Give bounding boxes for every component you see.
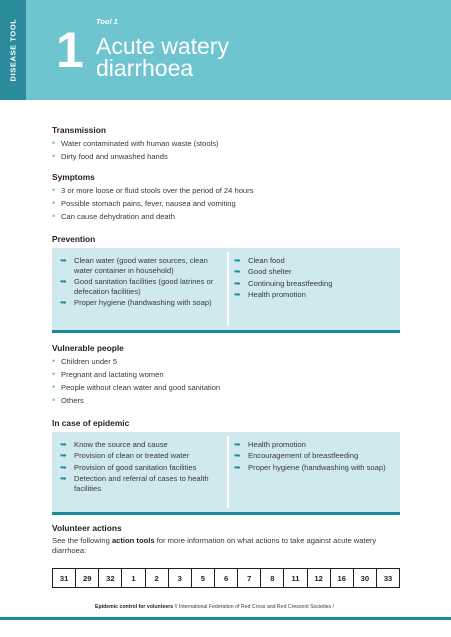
list-item: • Children under 5 — [52, 355, 220, 368]
action-tool-link[interactable]: 7 — [237, 569, 260, 587]
action-tool-numbers — [52, 568, 400, 588]
footer-title: Epidemic control for volunteers — [95, 604, 174, 610]
arrow-right-icon: ➥ — [60, 462, 67, 472]
action-tool-link[interactable]: 30 — [353, 569, 376, 587]
list-item: • 3 or more loose or fluid stools over the period of 24 hours — [52, 184, 253, 197]
action-tool-link[interactable]: 31 — [59, 573, 69, 583]
list-item: • Possible stomach pains, fever, nausea and vomiting — [52, 197, 253, 210]
epidemic-right-list — [234, 440, 394, 474]
epidemic-title: In case of epidemic — [52, 418, 130, 428]
tool-number: 1 — [56, 22, 84, 78]
arrow-right-icon: ➥ — [234, 462, 241, 472]
arrow-right-icon: ➥ — [60, 256, 67, 265]
action-tool-link[interactable]: 6 — [214, 569, 237, 587]
arrow-right-icon: ➥ — [234, 440, 241, 449]
action-tool-link[interactable]: 8 — [260, 569, 283, 587]
list-item: • Can cause dehydration and death — [52, 210, 253, 223]
side-tab — [0, 0, 26, 100]
list-item: ➥ Proper hygiene (handwashing with soap) — [234, 462, 386, 472]
side-tab-label: DISEASE TOOL — [8, 18, 18, 82]
prevention-right-list — [234, 256, 394, 302]
arrow-right-icon: ➥ — [234, 451, 241, 461]
action-tool-link[interactable]: 1 — [121, 569, 144, 587]
action-tool-link[interactable]: 11 — [283, 569, 306, 587]
action-tool-link[interactable]: 29 — [75, 569, 98, 587]
volunteer-title: Volunteer actions — [52, 523, 122, 533]
title-line-2: diarrhoea — [96, 55, 194, 81]
arrow-right-icon: ➥ — [234, 267, 241, 277]
prevention-left-list — [60, 256, 218, 309]
action-tool-link[interactable]: 16 — [330, 569, 353, 587]
symptoms-title: Symptoms — [52, 172, 95, 182]
list-item: • People without clean water and good sanitation — [52, 381, 220, 394]
list-item: ➥ Provision of good sanitation facilities — [60, 462, 197, 472]
list-item: ➥ Good shelter — [234, 267, 292, 277]
action-tool-link[interactable]: 12 — [307, 569, 330, 587]
arrow-right-icon: ➥ — [60, 474, 67, 484]
page-title — [96, 35, 229, 79]
epidemic-left-list — [60, 440, 218, 495]
list-item: ➥ Health promotion — [234, 440, 306, 449]
action-tools-emphasis: action tools — [111, 536, 155, 545]
vulnerable-title: Vulnerable people — [52, 343, 124, 353]
arrow-right-icon: ➥ — [60, 440, 67, 449]
arrow-right-icon: ➥ — [234, 290, 241, 300]
symptoms-list — [52, 184, 253, 223]
action-tool-link[interactable]: 32 — [98, 569, 121, 587]
action-tool-link[interactable]: 33 — [376, 569, 399, 587]
epidemic-rule — [52, 512, 400, 515]
list-item: ➥ Encouragement of breastfeeding — [234, 451, 359, 461]
prevention-title: Prevention — [52, 234, 96, 244]
box-divider — [227, 252, 229, 326]
list-item: ➥ Good sanitation facilities (good latrines or defecation facilities) — [60, 276, 214, 296]
transmission-list — [52, 137, 219, 163]
list-item: ➥ Continuing breastfeeding — [234, 278, 333, 288]
volunteer-intro: See the following action tools for more information on what actions to take against acute watery diarrhoea: — [52, 536, 377, 555]
arrow-right-icon: ➥ — [234, 278, 241, 288]
action-tool-link[interactable]: 2 — [145, 569, 168, 587]
arrow-right-icon: ➥ — [60, 297, 67, 307]
list-item: • Others — [52, 394, 220, 407]
action-tool-link[interactable]: 5 — [191, 569, 214, 587]
list-item: • Water contaminated with human waste (stools) — [52, 137, 219, 150]
prevention-box — [52, 248, 400, 330]
list-item: ➥ Know the source and cause — [60, 440, 168, 449]
list-item: ➥ Detection and referral of cases to health facilities — [60, 474, 209, 493]
arrow-right-icon: ➥ — [234, 256, 241, 265]
list-item: • Dirty food and unwashed hands — [52, 150, 219, 163]
title-line-1: Acute watery — [96, 33, 229, 59]
arrow-right-icon: ➥ — [60, 451, 67, 461]
list-item: ➥ Clean food — [234, 256, 285, 265]
vulnerable-list — [52, 355, 220, 407]
epidemic-box — [52, 432, 400, 512]
list-item: ➥ Health promotion — [234, 290, 306, 300]
action-tool-link[interactable]: 3 — [168, 569, 191, 587]
list-item: ➥ Clean water (good water sources, clean water container in household) — [60, 256, 208, 275]
arrow-right-icon: ➥ — [60, 276, 67, 286]
list-item: • Pregnant and lactating women — [52, 368, 220, 381]
page-footer: Epidemic control for volunteers // International Federation of Red Cross and Red Crescent Societies / — [95, 604, 335, 610]
footer-rule — [0, 617, 451, 620]
list-item: ➥ Proper hygiene (handwashing with soap) — [60, 297, 212, 307]
tool-label: Tool 1 — [96, 17, 118, 26]
transmission-title: Transmission — [52, 125, 106, 135]
header-band — [26, 0, 451, 100]
list-item: ➥ Provision of clean or treated water — [60, 451, 190, 461]
prevention-rule — [52, 330, 400, 333]
box-divider — [227, 436, 229, 508]
